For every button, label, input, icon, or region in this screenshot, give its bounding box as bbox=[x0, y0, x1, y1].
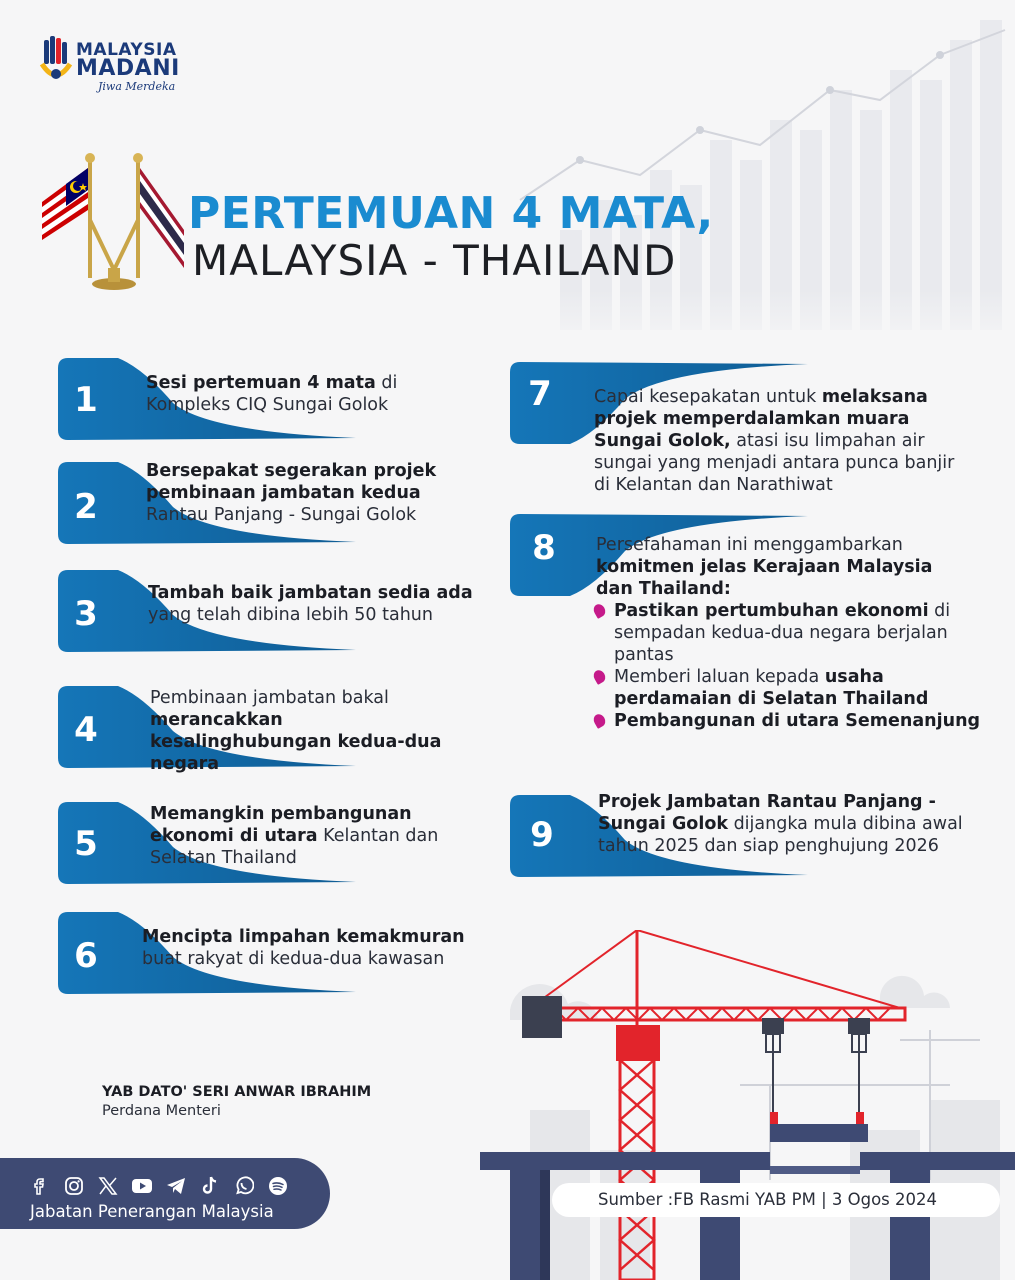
footer-bar bbox=[0, 1158, 330, 1229]
list-item: Memberi laluan kepada usaha perdamaian di Selatan Thailand bbox=[596, 666, 1006, 710]
point-text: Projek Jambatan Rantau Panjang - Sungai Golok dijangka mula dibina awal tahun 2025 dan siap penghujung 2026 bbox=[598, 792, 963, 856]
point-number: 4 bbox=[74, 710, 98, 750]
header-fade bbox=[0, 290, 1015, 350]
signature-name: YAB DATO' SERI ANWAR IBRAHIM bbox=[102, 1084, 372, 1100]
logo-line2: MADANI bbox=[76, 56, 180, 81]
commitment-list bbox=[596, 600, 1006, 732]
source-citation: Sumber :FB Rasmi YAB PM | 3 Ogos 2024 bbox=[552, 1183, 1000, 1217]
whatsapp-icon[interactable] bbox=[232, 1174, 256, 1198]
malaysia-flag bbox=[42, 168, 88, 240]
list-item: Pembangunan di utara Semenanjung bbox=[596, 710, 1006, 732]
bullet-icon bbox=[591, 668, 607, 685]
facebook-icon[interactable] bbox=[28, 1174, 52, 1198]
point-text: Bersepakat segerakan projek pembinaan jambatan kedua Rantau Panjang - Sungai Golok bbox=[146, 461, 437, 525]
footer-organisation: Jabatan Penerangan Malaysia bbox=[30, 1202, 274, 1221]
page-title: PERTEMUAN 4 MATA, bbox=[188, 188, 714, 239]
page-subtitle: MALAYSIA - THAILAND bbox=[192, 236, 677, 285]
construction-crane-illustration bbox=[470, 930, 1015, 1280]
list-item: Pastikan pertumbuhan ekonomi di sempadan kedua-dua negara berjalan pantas bbox=[596, 600, 1006, 666]
malaysia-madani-logo bbox=[38, 36, 178, 96]
thailand-flag bbox=[140, 168, 184, 268]
youtube-icon[interactable] bbox=[130, 1174, 154, 1198]
point-text: Persefahaman ini menggambarkan komitmen jelas Kerajaan Malaysia dan Thailand: Pastikan pertumbuhan ekonomi di sempadan kedua-dua negara berjalan pantas Memberi laluan kepada usaha perdamaian di Selatan Thailand Pembangunan di utara Semenanjung bbox=[596, 534, 1006, 732]
instagram-icon[interactable] bbox=[62, 1174, 86, 1198]
point-number: 6 bbox=[74, 936, 98, 976]
signature-role: Perdana Menteri bbox=[102, 1103, 221, 1119]
bullet-icon bbox=[591, 602, 607, 619]
social-icons bbox=[28, 1174, 290, 1198]
point-number: 8 bbox=[532, 528, 556, 568]
tiktok-icon[interactable] bbox=[198, 1174, 222, 1198]
malaysia-thailand-flags bbox=[38, 150, 188, 295]
point-text: Sesi pertemuan 4 mata di Kompleks CIQ Sungai Golok bbox=[146, 373, 398, 415]
spotify-icon[interactable] bbox=[266, 1174, 290, 1198]
point-text: Pembinaan jambatan bakal merancakkan kesalinghubungan kedua-dua negara bbox=[150, 688, 442, 774]
point-number: 2 bbox=[74, 487, 98, 527]
point-number: 3 bbox=[74, 594, 98, 634]
point-number: 1 bbox=[74, 380, 98, 420]
madani-hand-icon bbox=[38, 36, 74, 92]
logo-line1: MALAYSIA bbox=[76, 40, 177, 60]
bullet-icon bbox=[591, 712, 607, 729]
telegram-icon[interactable] bbox=[164, 1174, 188, 1198]
point-number: 5 bbox=[74, 824, 98, 864]
point-number: 7 bbox=[528, 374, 552, 414]
point-text: Capai kesepakatan untuk melaksana projek memperdalamkan muara Sungai Golok, atasi isu limpahan air sungai yang menjadi antara punca banjir di Kelantan dan Narathiwat bbox=[594, 387, 955, 495]
point-number: 9 bbox=[530, 815, 554, 855]
x-icon[interactable] bbox=[96, 1174, 120, 1198]
point-text: Tambah baik jambatan sedia ada yang telah dibina lebih 50 tahun bbox=[148, 583, 473, 625]
point-text: Mencipta limpahan kemakmuran buat rakyat di kedua-dua kawasan bbox=[142, 927, 465, 969]
point-text: Memangkin pembangunan ekonomi di utara Kelantan dan Selatan Thailand bbox=[150, 804, 439, 868]
logo-tagline: Jiwa Merdeka bbox=[98, 80, 176, 93]
